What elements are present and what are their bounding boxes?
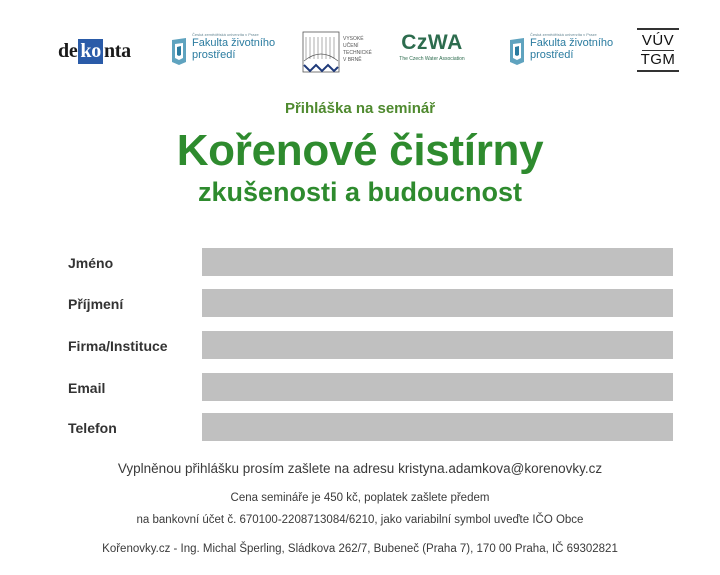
fzp-logo-left [170,32,275,72]
price-info-line-2: na bankovní účet č. 670100-2208713084/6210, jako variabilní symbol uveďte IČO Obce [136,514,584,526]
form-row-email [0,373,720,403]
registration-label: Přihláška na seminář [284,100,436,117]
fzp-right-line2: prostředí [530,49,574,61]
form-row-first-name [0,248,720,278]
last-name-label: Příjmení [68,296,124,312]
czwa-logo-word: CzWA [401,31,463,54]
seminar-header [0,100,720,208]
company-label: Firma/Instituce [68,338,168,354]
vuv-logo-bottom: TGM [640,50,676,68]
last-name-input[interactable] [202,289,673,317]
vsb-line-4: V BRNĚ [343,57,362,63]
fzp-left-university: Česká zemědělská univerzita v Praze [192,32,259,37]
form-row-company [0,331,720,361]
page-title: Kořenové čistírny [176,126,544,175]
fzp-emblem-icon [508,36,526,66]
fzp-left-line1: Fakulta životního [192,37,276,49]
submission-instruction: Vyplněnou přihlášku prosím zašlete na adresu kristyna.adamkova@korenovky.cz [117,461,603,476]
fzp-logo-right [508,32,613,72]
email-input[interactable] [202,373,673,401]
fzp-left-line2: prostředí [192,49,236,61]
dekonta-logo [58,38,131,64]
organizer-contact: Kořenovky.cz - Ing. Michal Šperling, Sládkova 262/7, Bubeneč (Praha 7), 170 00 Praha, IČ 69302821 [102,543,618,555]
fzp-emblem-icon [170,36,188,66]
fzp-right-line1: Fakulta životního [530,37,614,49]
vsb-line-2: UČENÍ [343,43,359,49]
phone-label: Telefon [68,420,117,436]
email-label: Email [68,380,106,396]
form-row-last-name [0,289,720,319]
czwa-logo-subtitle: The Czech Water Association [399,56,465,62]
fzp-right-university: Česká zemědělská univerzita v Praze [530,32,597,37]
company-input[interactable] [202,331,673,359]
first-name-input[interactable] [202,248,673,276]
vsb-line-1: VYSOKÉ [343,36,364,42]
czwa-logo [396,30,468,72]
first-name-label: Jméno [68,255,114,271]
dekonta-logo-highlight: ko [80,39,101,62]
page-subtitle: zkušenosti a budoucnost [197,177,523,207]
partner-logos [0,0,720,90]
price-info-line-1: Cena semináře je 450 kč, poplatek zašlete předem [230,492,490,504]
vsb-logo [300,29,376,75]
phone-input[interactable] [202,413,673,441]
form-row-phone [0,413,720,443]
vuv-tgm-logo [637,28,679,72]
vsb-line-3: TECHNICKÉ [343,50,372,56]
dekonta-logo-suffix: nta [103,39,131,62]
vuv-logo-top: VÚV [641,31,675,49]
dekonta-logo-prefix: de [58,39,78,62]
